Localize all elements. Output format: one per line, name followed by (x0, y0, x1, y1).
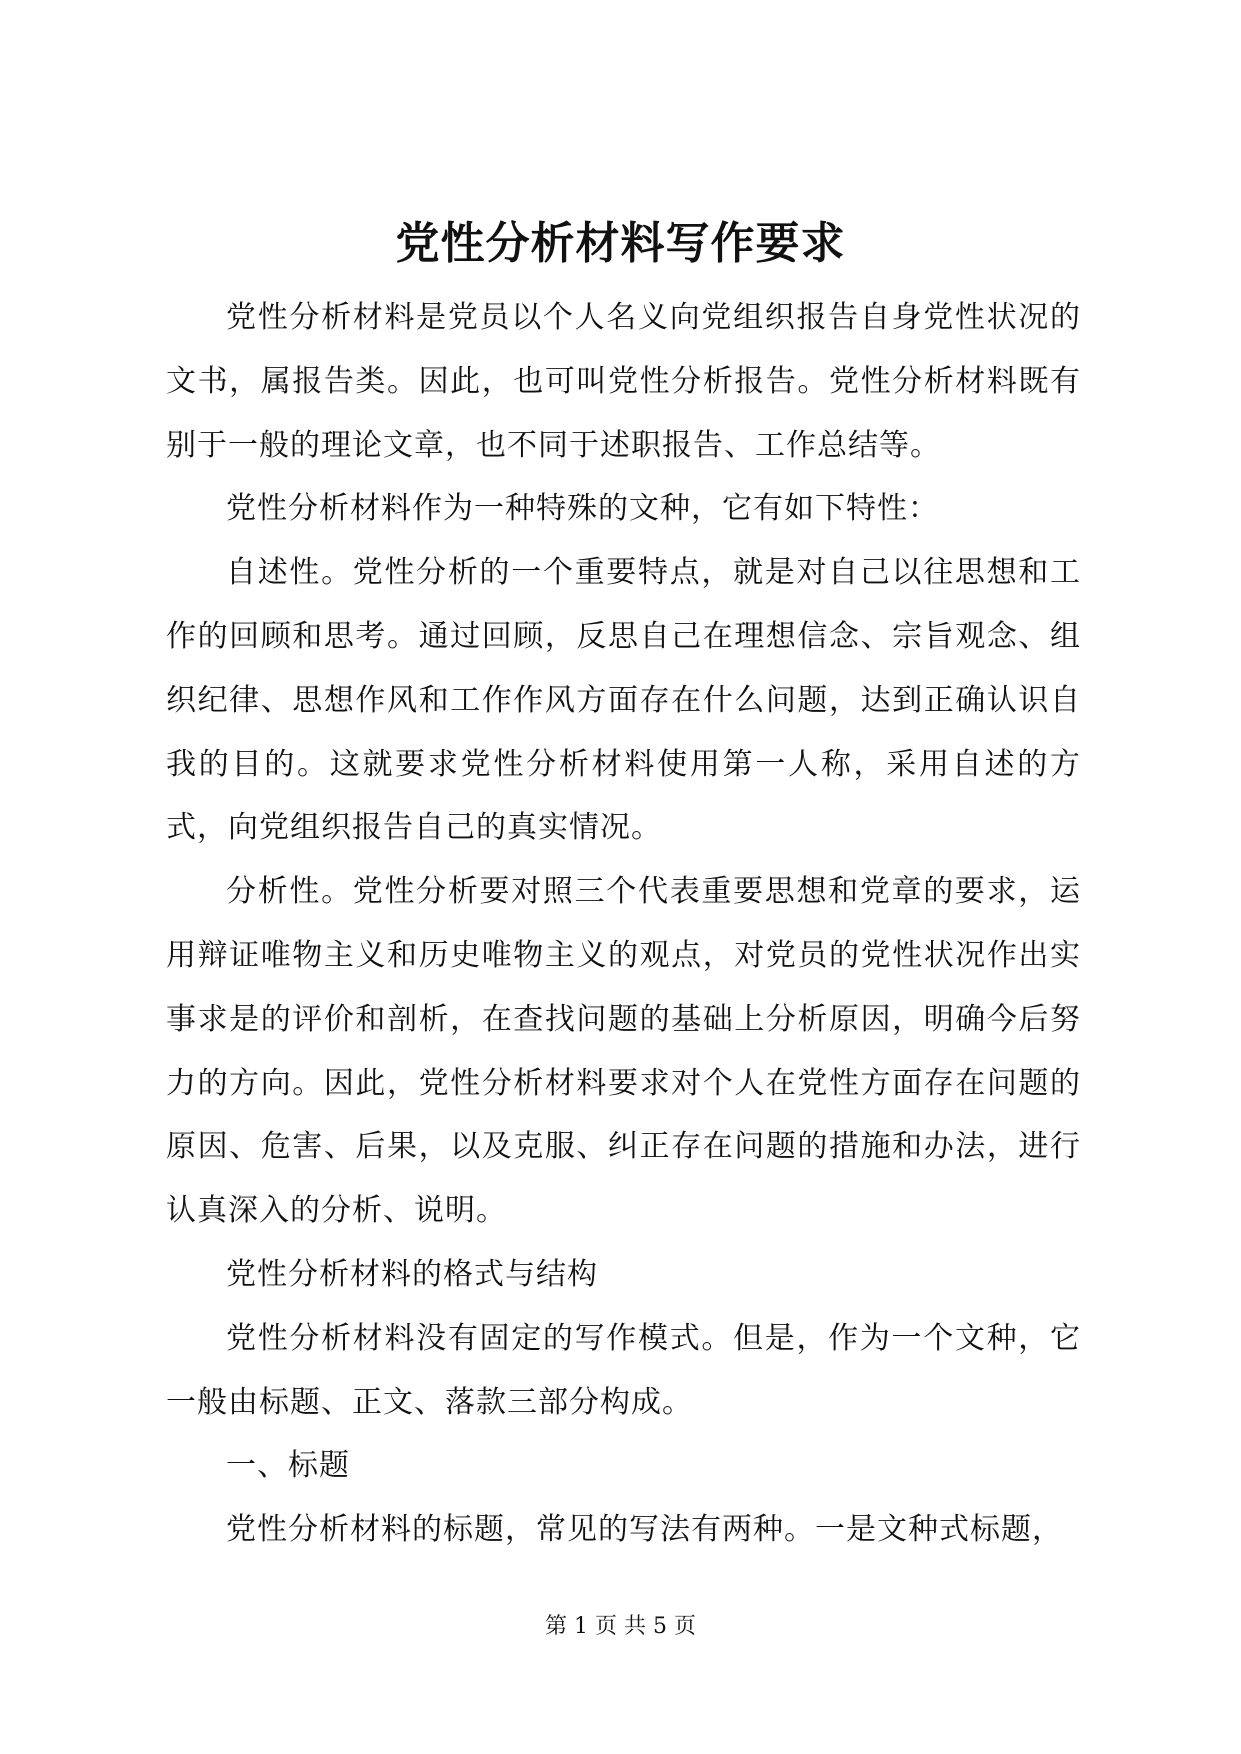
section-heading-title: 一、标题 (226, 1448, 350, 1484)
document-body (166, 286, 1081, 1562)
paragraph-analytical: 分析性。党性分析要对照三个代表重要思想和党章的要求，运用辩证唯物主义和历史唯物主义的观点，对党员的党性状况作出实事求是的评价和剖析，在查找问题的基础上分析原因，明确今后努力的方向。因此，党性分析材料要求对个人在党性方面存在问题的原因、危害、后果，以及克服、纠正存在问题的措施和办法，进行认真深入的分析、说明。 (166, 874, 1081, 1229)
paragraph-self-narration: 自述性。党性分析的一个重要特点，就是对自己以往思想和工作的回顾和思考。通过回顾，反思自己在理想信念、宗旨观念、组织纪律、思想作风和工作作风方面存在什么问题，达到正确认识自我的目的。这就要求党性分析材料使用第一人称，采用自述的方式，向党组织报告自己的真实情况。 (166, 555, 1081, 846)
page-footer: 第 1 页 共 5 页 (545, 1614, 696, 1639)
document-title: 党性分析材料写作要求 (395, 218, 846, 269)
section-heading-format-structure: 党性分析材料的格式与结构 (226, 1256, 598, 1292)
paragraph-intro: 党性分析材料是党员以个人名义向党组织报告自身党性状况的文书，属报告类。因此，也可叫党性分析报告。党性分析材料既有别于一般的理论文章，也不同于述职报告、工作总结等。 (166, 300, 1081, 463)
paragraph-characteristics-lead: 党性分析材料作为一种特殊的文种，它有如下特性： (226, 491, 939, 527)
paragraph-title-types: 党性分析材料的标题，常见的写法有两种。一是文种式标题， (226, 1512, 1063, 1548)
paragraph-format: 党性分析材料没有固定的写作模式。但是，作为一个文种，它一般由标题、正文、落款三部分构成。 (166, 1320, 1081, 1420)
